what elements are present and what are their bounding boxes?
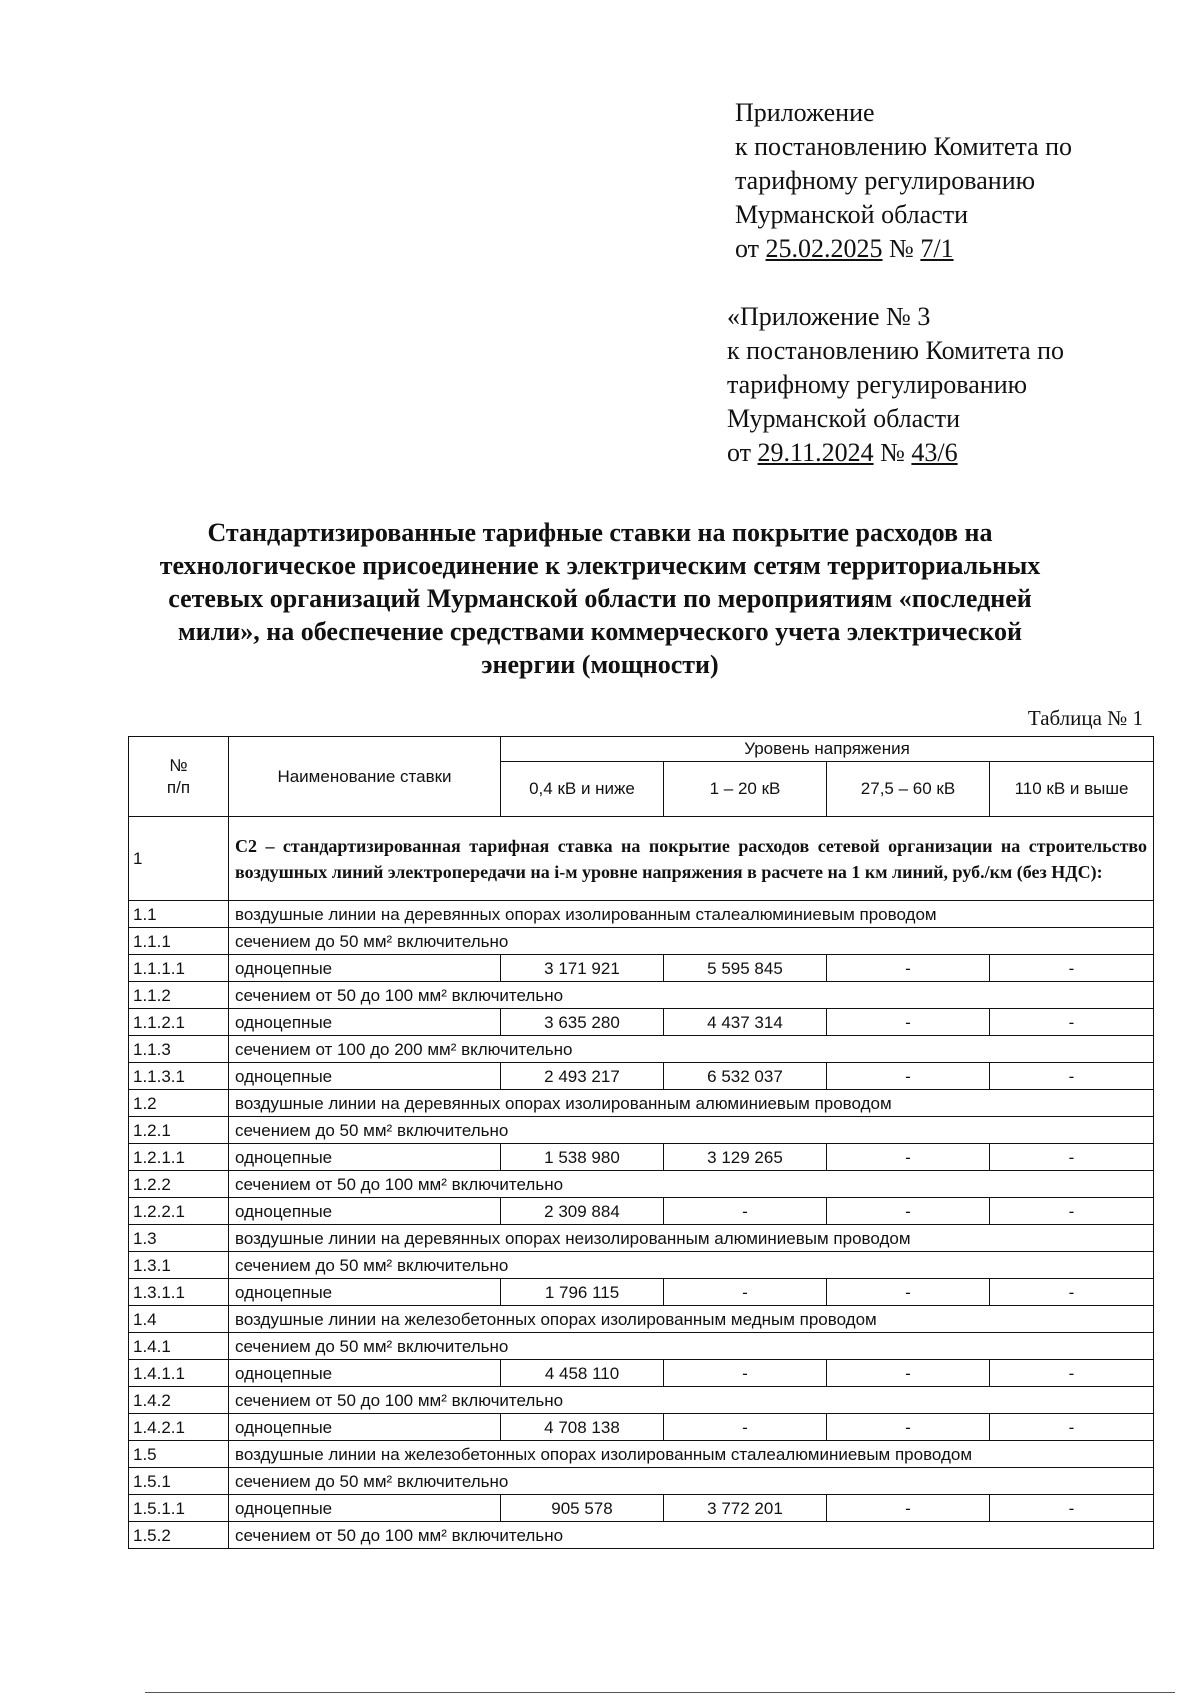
row-num: 1.1.3	[129, 1036, 229, 1063]
row-name: сечением до 50 мм² включительно	[229, 1333, 1154, 1360]
header-num: № п/п	[129, 737, 229, 817]
row-value-col2: 4 437 314	[664, 1009, 827, 1036]
appendix-num-prefix: №	[882, 234, 921, 263]
row-name: воздушные линии на деревянных опорах неизолированным алюминиевым проводом	[229, 1225, 1154, 1252]
appendix-date: 25.02.2025	[765, 234, 883, 263]
row-value-col4: -	[990, 1279, 1154, 1306]
table-row	[129, 1333, 1154, 1360]
row-name: сечением от 50 до 100 мм² включительно	[229, 1171, 1154, 1198]
table-row	[129, 1495, 1154, 1522]
appendix-block	[735, 96, 1175, 266]
table-row	[129, 1117, 1154, 1144]
row-name: сечением от 50 до 100 мм² включительно	[229, 1387, 1154, 1414]
appendix-number: 7/1	[920, 234, 954, 263]
appendix-prev-block	[727, 300, 1167, 470]
row-value-col4: -	[990, 1144, 1154, 1171]
row-num: 1.1.1.1	[129, 955, 229, 982]
row-value-col4: -	[990, 1495, 1154, 1522]
row-num: 1.2.2	[129, 1171, 229, 1198]
row-value-col4: -	[990, 1009, 1154, 1036]
header-col-110kv: 110 кВ и выше	[990, 762, 1154, 817]
row-value-col2: 5 595 845	[664, 955, 827, 982]
row-name: сечением до 50 мм² включительно	[229, 1468, 1154, 1495]
header-voltage-level: Уровень напряжения	[501, 737, 1154, 762]
table-row	[129, 1090, 1154, 1117]
row-value-col1: 905 578	[501, 1495, 664, 1522]
appendix-line2: к постановлению Комитета по	[735, 132, 1073, 161]
row-num: 1.2.2.1	[129, 1198, 229, 1225]
appendix-date-line	[735, 232, 1175, 266]
title-line2: технологическое присоединение к электрическим сетям территориальных	[159, 551, 1041, 580]
appendix-prev-number: 43/6	[911, 438, 958, 467]
row-num: 1.1.2	[129, 982, 229, 1009]
title-line1: Стандартизированные тарифные ставки на покрытие расходов на	[207, 518, 993, 547]
row-value-col1: 2 309 884	[501, 1198, 664, 1225]
row-name: одноцепные	[229, 1495, 501, 1522]
row-num: 1.5.1.1	[129, 1495, 229, 1522]
row-name: воздушные линии на деревянных опорах изолированным алюминиевым проводом	[229, 1090, 1154, 1117]
table-row	[129, 928, 1154, 955]
row-name: одноцепные	[229, 1009, 501, 1036]
row-num: 1.4	[129, 1306, 229, 1333]
row-num: 1.5	[129, 1441, 229, 1468]
row-value-col4: -	[990, 1063, 1154, 1090]
table-row	[129, 1441, 1154, 1468]
table-row	[129, 1009, 1154, 1036]
table-row	[129, 1522, 1154, 1549]
row-num: 1.3.1.1	[129, 1279, 229, 1306]
row-num: 1.2.1	[129, 1117, 229, 1144]
appendix-prev-line3: тарифному регулированию	[727, 370, 1028, 399]
section-row	[129, 817, 1154, 901]
row-value-col1: 2 493 217	[501, 1063, 664, 1090]
row-name: сечением до 50 мм² включительно	[229, 1117, 1154, 1144]
table-row	[129, 1144, 1154, 1171]
table-row	[129, 1468, 1154, 1495]
table-row	[129, 1171, 1154, 1198]
section-num: 1	[129, 817, 229, 901]
row-num: 1.2.1.1	[129, 1144, 229, 1171]
row-value-col3: -	[827, 1063, 990, 1090]
row-value-col3: -	[827, 1009, 990, 1036]
row-num: 1.3.1	[129, 1252, 229, 1279]
appendix-prev-line4: Мурманской области	[727, 404, 960, 433]
appendix-prev-date: 29.11.2024	[757, 438, 874, 467]
header-col-1-20kv: 1 – 20 кВ	[664, 762, 827, 817]
table-row	[129, 1387, 1154, 1414]
row-name: сечением до 50 мм² включительно	[229, 928, 1154, 955]
header-col-04kv: 0,4 кВ и ниже	[501, 762, 664, 817]
row-value-col1: 4 708 138	[501, 1414, 664, 1441]
table-row	[129, 1063, 1154, 1090]
row-value-col4: -	[990, 1414, 1154, 1441]
row-name: одноцепные	[229, 1144, 501, 1171]
page-bottom-rule	[145, 1692, 1175, 1693]
title-line5: энергии (мощности)	[481, 650, 719, 679]
row-name: сечением от 50 до 100 мм² включительно	[229, 982, 1154, 1009]
row-value-col4: -	[990, 955, 1154, 982]
row-num: 1.1	[129, 901, 229, 928]
appendix-prev-line2: к постановлению Комитета по	[727, 336, 1065, 365]
table-row	[129, 1198, 1154, 1225]
row-value-col3: -	[827, 1144, 990, 1171]
document-title	[120, 516, 1080, 681]
row-value-col2: -	[664, 1360, 827, 1387]
row-name: сечением от 100 до 200 мм² включительно	[229, 1036, 1154, 1063]
row-value-col2: -	[664, 1279, 827, 1306]
table-row	[129, 955, 1154, 982]
header-name: Наименование ставки	[229, 737, 501, 817]
row-value-col1: 1 538 980	[501, 1144, 664, 1171]
table-row	[129, 1360, 1154, 1387]
row-num: 1.1.2.1	[129, 1009, 229, 1036]
row-value-col2: -	[664, 1414, 827, 1441]
row-value-col4: -	[990, 1360, 1154, 1387]
table-row	[129, 901, 1154, 928]
row-num: 1.5.1	[129, 1468, 229, 1495]
row-name: воздушные линии на железобетонных опорах изолированным медным проводом	[229, 1306, 1154, 1333]
row-num: 1.2	[129, 1090, 229, 1117]
title-line4: мили», на обеспечение средствами коммерческого учета электрической	[178, 617, 1022, 646]
row-name: одноцепные	[229, 1198, 501, 1225]
appendix-line3: тарифному регулированию	[735, 166, 1036, 195]
row-value-col1: 1 796 115	[501, 1279, 664, 1306]
row-num: 1.1.1	[129, 928, 229, 955]
appendix-prev-date-line	[727, 436, 1167, 470]
row-value-col3: -	[827, 1495, 990, 1522]
table-row	[129, 1279, 1154, 1306]
table-caption: Таблица № 1	[1027, 706, 1143, 730]
table-row	[129, 1306, 1154, 1333]
appendix-prev-line1: «Приложение № 3	[727, 302, 931, 331]
section-text: С2 – стандартизированная тарифная ставка на покрытие расходов сетевой организации на строительство воздушных линий электропередачи на i-м уровне напряжения в расчете на 1 км линий, руб./км (без НДС):	[229, 817, 1154, 901]
table-header-row	[129, 737, 1154, 762]
row-value-col1: 4 458 110	[501, 1360, 664, 1387]
row-name: воздушные линии на железобетонных опорах изолированным сталеалюминиевым проводом	[229, 1441, 1154, 1468]
row-value-col2: 3 129 265	[664, 1144, 827, 1171]
row-num: 1.4.2.1	[129, 1414, 229, 1441]
row-name: воздушные линии на деревянных опорах изолированным сталеалюминиевым проводом	[229, 901, 1154, 928]
row-name: одноцепные	[229, 1360, 501, 1387]
row-value-col2: 3 772 201	[664, 1495, 827, 1522]
row-value-col4: -	[990, 1198, 1154, 1225]
row-value-col2: -	[664, 1198, 827, 1225]
row-num: 1.4.1	[129, 1333, 229, 1360]
row-name: сечением от 50 до 100 мм² включительно	[229, 1522, 1154, 1549]
appendix-line1: Приложение	[735, 98, 875, 127]
tariff-table	[128, 736, 1154, 1549]
row-name: сечением до 50 мм² включительно	[229, 1252, 1154, 1279]
table-row	[129, 1414, 1154, 1441]
table-row	[129, 1036, 1154, 1063]
appendix-prev-date-prefix: от	[727, 438, 758, 467]
row-num: 1.1.3.1	[129, 1063, 229, 1090]
row-name: одноцепные	[229, 1063, 501, 1090]
row-value-col3: -	[827, 1198, 990, 1225]
row-num: 1.5.2	[129, 1522, 229, 1549]
row-value-col2: 6 532 037	[664, 1063, 827, 1090]
title-line3: сетевых организаций Мурманской области по мероприятиям «последней	[168, 584, 1032, 613]
row-value-col3: -	[827, 1279, 990, 1306]
row-name: одноцепные	[229, 1414, 501, 1441]
row-name: одноцепные	[229, 955, 501, 982]
row-num: 1.3	[129, 1225, 229, 1252]
row-num: 1.4.2	[129, 1387, 229, 1414]
row-value-col3: -	[827, 955, 990, 982]
row-value-col3: -	[827, 1414, 990, 1441]
appendix-line4: Мурманской области	[735, 200, 968, 229]
table-row	[129, 982, 1154, 1009]
row-value-col1: 3 171 921	[501, 955, 664, 982]
table-row	[129, 1225, 1154, 1252]
appendix-prev-num-prefix: №	[873, 438, 912, 467]
row-name: одноцепные	[229, 1279, 501, 1306]
header-col-27-60kv: 27,5 – 60 кВ	[827, 762, 990, 817]
row-num: 1.4.1.1	[129, 1360, 229, 1387]
row-value-col1: 3 635 280	[501, 1009, 664, 1036]
table-row	[129, 1252, 1154, 1279]
appendix-date-prefix: от	[735, 234, 766, 263]
row-value-col3: -	[827, 1360, 990, 1387]
